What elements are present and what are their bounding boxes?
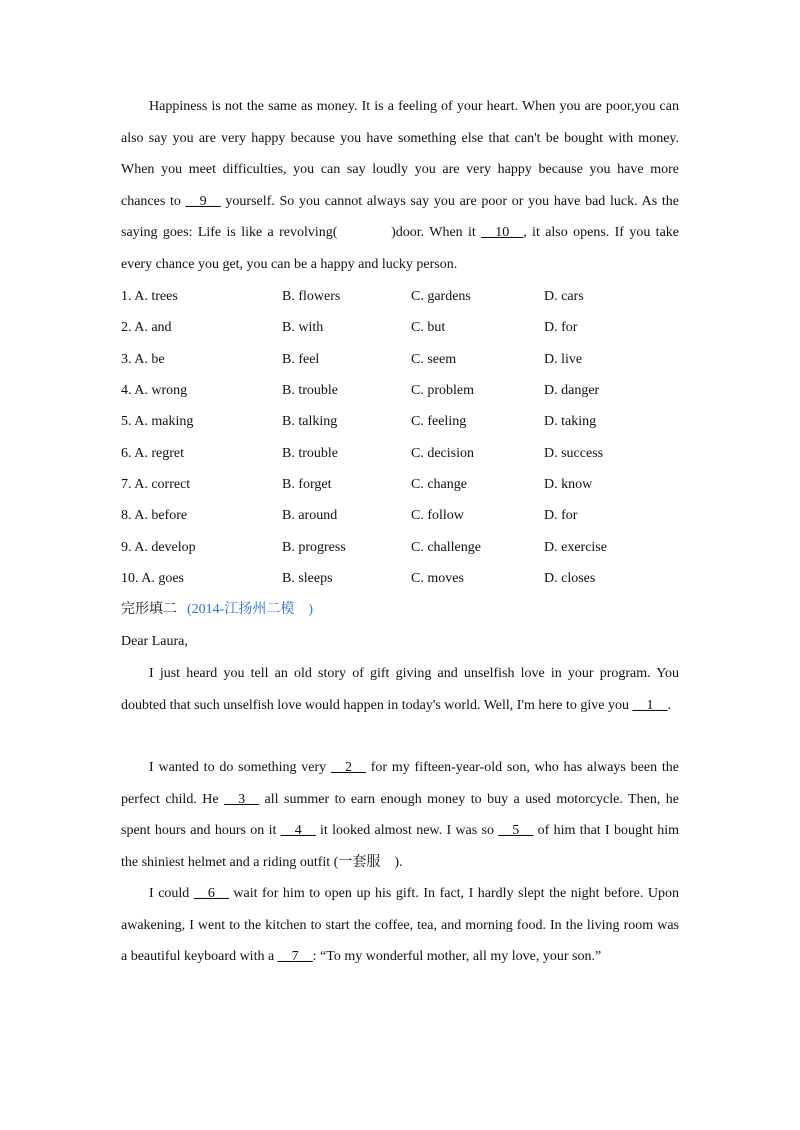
option-b: B. talking xyxy=(282,414,338,430)
section-title: 完形填二 xyxy=(121,602,177,617)
text-run: perfect child. He xyxy=(121,791,225,807)
option-c: C. but xyxy=(411,320,446,336)
blank-9: __9__ xyxy=(185,193,221,209)
option-c: C. seem xyxy=(411,351,457,367)
option-a: 5. A. making xyxy=(121,414,194,430)
option-c: C. follow xyxy=(411,508,464,524)
passage-line xyxy=(121,784,679,816)
option-b: B. trouble xyxy=(282,383,338,399)
passage-line: also say you are very happy because you have something else that can't be bought with money. xyxy=(121,130,679,146)
option-d: D. success xyxy=(544,445,604,461)
option-row xyxy=(121,281,681,312)
letter-greeting: Dear Laura, xyxy=(121,634,188,649)
blank-6: __6__ xyxy=(193,886,229,901)
option-b: B. with xyxy=(282,320,324,336)
passage-line: awakening, I went to the kitchen to start the coffee, tea, and morning food. In the living room was xyxy=(121,917,679,933)
options-list xyxy=(121,281,681,594)
option-d: D. closes xyxy=(544,571,596,587)
option-b: B. feel xyxy=(282,351,320,367)
passage-line xyxy=(121,941,679,973)
option-a: 4. A. wrong xyxy=(121,383,188,399)
blank-3: __3__ xyxy=(224,791,260,807)
text-run: wait for him to open up his gift. In fact, I hardly slept the night before. Upon xyxy=(228,886,679,901)
option-b: B. forget xyxy=(282,477,332,493)
blank-1: __1__ xyxy=(632,697,668,713)
text-run: it looked almost new. I was so xyxy=(315,823,499,838)
text-run: spent hours and hours on it xyxy=(121,823,281,838)
section-heading xyxy=(121,596,313,624)
option-c: C. problem xyxy=(411,383,474,399)
passage-one xyxy=(121,91,679,280)
passage-line xyxy=(121,690,679,722)
passage-two-paragraph-one xyxy=(121,658,679,721)
option-row xyxy=(121,469,681,500)
option-d: D. for xyxy=(544,508,578,524)
option-d: D. taking xyxy=(544,414,597,430)
option-a: 1. A. trees xyxy=(121,289,178,304)
option-b: B. progress xyxy=(282,539,346,555)
passage-line xyxy=(121,186,679,218)
text-run: all summer to earn enough money to buy a used motorcycle. Then, he xyxy=(259,791,679,807)
option-a: 6. A. regret xyxy=(121,445,184,461)
option-a: 8. A. before xyxy=(121,508,188,524)
text-run: chances to xyxy=(121,193,186,209)
text-run: saying goes: Life is like a revolving( xyxy=(121,225,338,240)
option-row xyxy=(121,438,681,469)
text-run: )door. When it xyxy=(391,225,482,240)
option-a: 9. A. develop xyxy=(121,539,196,555)
text-run: I could xyxy=(149,886,194,901)
option-d: D. cars xyxy=(544,289,584,304)
section-source: (2014-江扬州二模 ) xyxy=(187,602,313,617)
option-b: B. around xyxy=(282,508,338,524)
passage-line: every chance you get, you can be a happy and lucky person. xyxy=(121,256,458,272)
text-run: I wanted to do something very xyxy=(149,760,331,775)
option-c: C. change xyxy=(411,477,467,493)
text-run: for my fifteen-year-old son, who has always been the xyxy=(365,760,679,775)
option-b: B. flowers xyxy=(282,289,341,304)
option-b: B. sleeps xyxy=(282,571,333,587)
option-a: 3. A. be xyxy=(121,351,165,367)
text-run: of him that I bought him xyxy=(533,823,679,838)
option-row xyxy=(121,312,681,343)
passage-line xyxy=(121,878,679,910)
option-row xyxy=(121,375,681,406)
option-d: D. exercise xyxy=(544,539,607,555)
option-a: 10. A. goes xyxy=(121,571,184,587)
option-row xyxy=(121,500,681,531)
text-run: . xyxy=(667,697,671,713)
passage-line: I just heard you tell an old story of gift giving and unselfish love in your program. You xyxy=(149,666,679,681)
text-run: : “To my wonderful mother, all my love, your son.” xyxy=(312,949,602,964)
option-c: C. gardens xyxy=(411,289,471,304)
option-a: 2. A. and xyxy=(121,320,172,336)
blank-2: __2__ xyxy=(330,760,366,775)
passage-line: When you meet difficulties, you can say loudly you are very happy because you have more xyxy=(121,162,679,177)
passage-line: Happiness is not the same as money. It is a feeling of your heart. When you are poor,you can xyxy=(149,99,679,114)
text-run: doubted that such unselfish love would happen in today's world. Well, I'm here to give you xyxy=(121,697,633,713)
option-row xyxy=(121,344,681,375)
option-b: B. trouble xyxy=(282,445,338,461)
option-d: D. danger xyxy=(544,383,600,399)
blank-4: __4__ xyxy=(280,823,316,838)
option-c: C. feeling xyxy=(411,414,467,430)
option-row xyxy=(121,406,681,437)
option-row xyxy=(121,532,681,563)
option-d: D. live xyxy=(544,351,583,367)
option-c: C. challenge xyxy=(411,539,481,555)
text-run: a beautiful keyboard with a xyxy=(121,949,278,964)
passage-line xyxy=(121,217,679,249)
passage-line: the shiniest helmet and a riding outfit (一套服 ). xyxy=(121,854,403,870)
option-d: D. know xyxy=(544,477,593,493)
passage-two-paragraph-two xyxy=(121,752,679,973)
option-d: D. for xyxy=(544,320,578,336)
option-a: 7. A. correct xyxy=(121,477,191,493)
option-c: C. moves xyxy=(411,571,464,587)
text-run: yourself. So you cannot always say you are poor or you have bad luck. As the xyxy=(220,193,679,209)
blank-7: __7__ xyxy=(277,949,313,964)
option-row xyxy=(121,563,681,594)
passage-line xyxy=(121,752,679,784)
blank-10: __10__ xyxy=(481,225,524,240)
option-c: C. decision xyxy=(411,445,474,461)
text-run: , it also opens. If you take xyxy=(523,225,679,240)
blank-5: __5__ xyxy=(498,823,534,838)
passage-line xyxy=(121,815,679,847)
